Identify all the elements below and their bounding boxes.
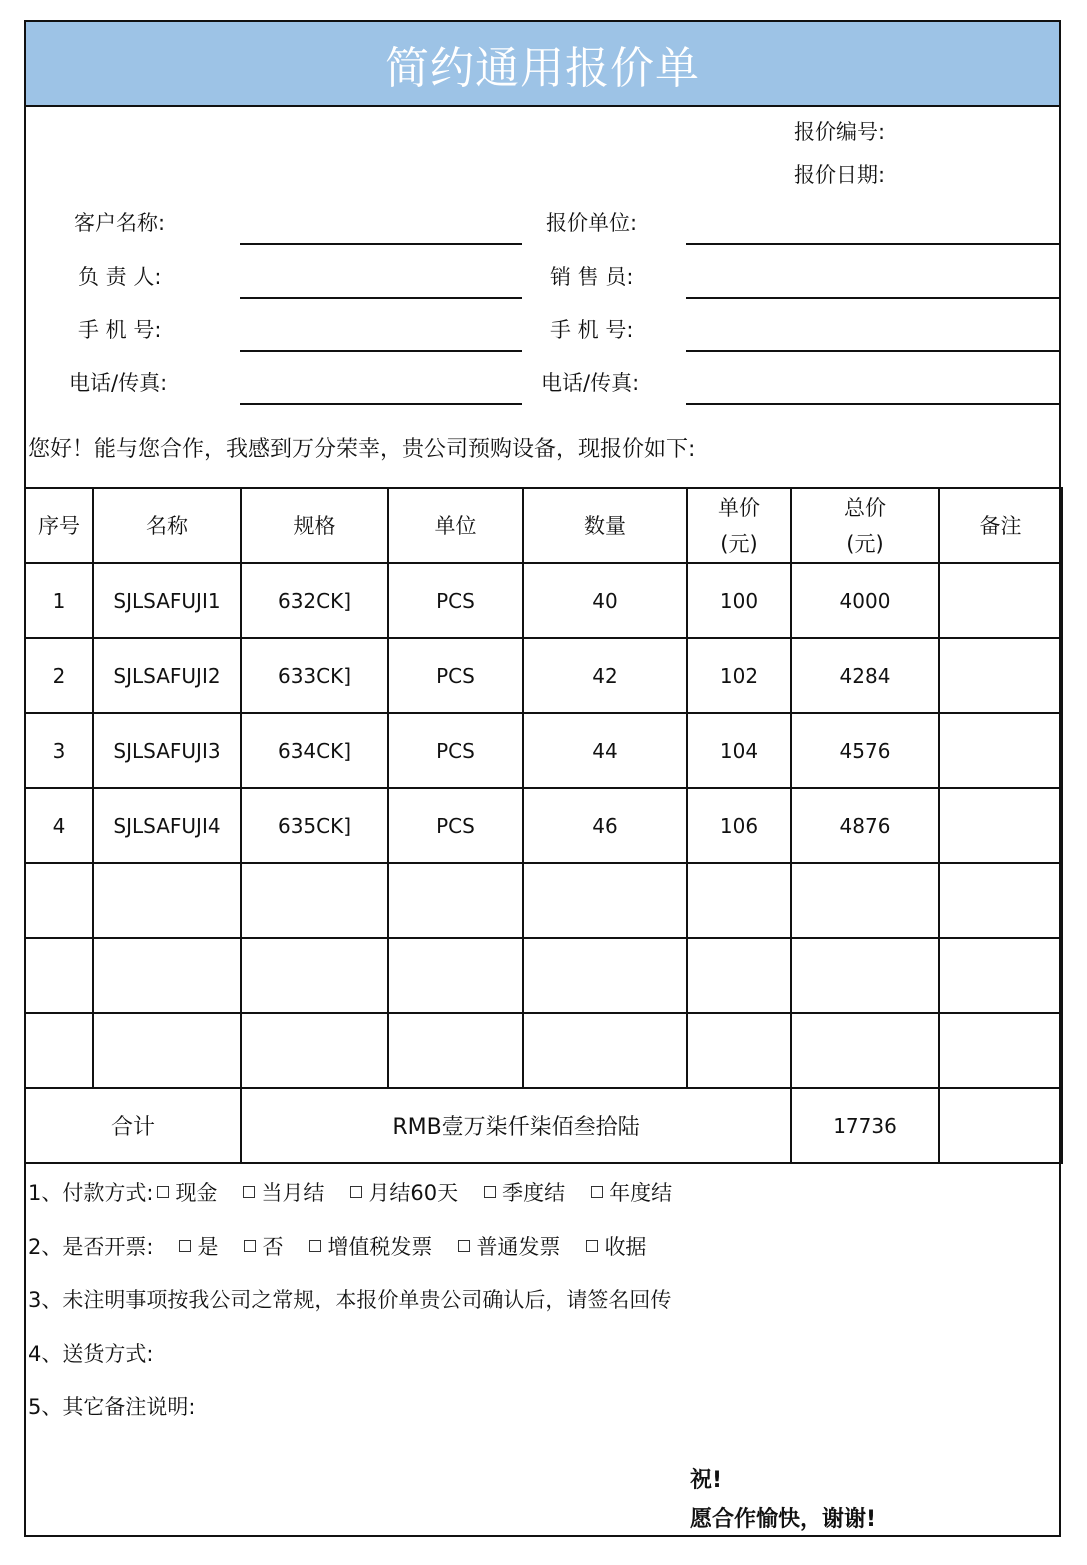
cell-qty[interactable]: 46 [523,788,687,863]
cell-note[interactable] [939,788,1062,863]
header-unit-price-line1: 单价 [718,495,760,520]
supplier-phone-fax-field[interactable] [686,403,1061,405]
cell-note[interactable] [939,638,1062,713]
invoice-option[interactable] [454,1235,560,1259]
cell-total[interactable] [791,938,939,1013]
table-row [25,788,1062,863]
invoice-option-label: 增值税发票 [327,1235,433,1259]
checkbox-icon[interactable] [243,1186,255,1198]
checkbox-icon[interactable] [586,1240,598,1252]
cell-unit[interactable] [388,938,523,1013]
header-total [791,488,939,563]
payment-option[interactable] [587,1181,672,1205]
cell-spec[interactable]: 633CK] [241,638,388,713]
salesperson-label: 销 售 员: [550,265,634,289]
customer-phone-fax-field[interactable] [240,403,522,405]
payment-label: 1、付款方式: [28,1181,154,1205]
cell-seq[interactable] [25,1013,93,1088]
items-table [24,487,1063,1164]
cell-unit[interactable] [388,1013,523,1088]
table-row [25,863,1062,938]
cell-total[interactable] [791,863,939,938]
customer-phone-fax-label: 电话/传真: [69,371,168,395]
payment-option[interactable] [239,1181,324,1205]
cell-qty[interactable]: 42 [523,638,687,713]
table-row [25,1013,1062,1088]
payment-option[interactable] [153,1181,217,1205]
cell-total[interactable]: 4576 [791,713,939,788]
header-qty: 数量 [523,488,687,563]
header-name: 名称 [93,488,241,563]
customer-contact-label: 负 责 人: [78,265,162,289]
cell-seq[interactable]: 4 [25,788,93,863]
cell-price[interactable] [687,1013,791,1088]
cell-total[interactable] [791,1013,939,1088]
cell-note[interactable] [939,1013,1062,1088]
payment-option-label: 当月结 [261,1181,325,1205]
cell-name[interactable]: SJLSAFUJI2 [93,638,241,713]
customer-mobile-label: 手 机 号: [78,318,162,342]
checkbox-icon[interactable] [309,1240,321,1252]
delivery-method-label: 4、送货方式: [28,1342,154,1366]
table-row [25,938,1062,1013]
invoice-option[interactable] [240,1235,283,1259]
other-notes-label: 5、其它备注说明: [28,1395,196,1419]
cell-qty[interactable]: 40 [523,563,687,638]
invoice-option-label: 是 [197,1235,219,1259]
cell-seq[interactable] [25,938,93,1013]
total-row [25,1088,1062,1163]
header-total-line2: (元) [846,531,884,556]
invoice-option-label: 普通发票 [476,1235,561,1259]
invoice-option-label: 收据 [604,1235,647,1259]
supplier-mobile-field[interactable] [686,350,1061,352]
checkbox-icon[interactable] [179,1240,191,1252]
checkbox-icon[interactable] [244,1240,256,1252]
cell-price[interactable] [687,938,791,1013]
quote-unit-label: 报价单位: [546,211,638,235]
payment-option-label: 现金 [175,1181,218,1205]
customer-contact-field[interactable] [240,297,522,299]
table-row [25,638,1062,713]
total-amount: 17736 [791,1088,939,1163]
page-title: 简约通用报价单 [385,42,700,94]
cell-seq[interactable]: 2 [25,638,93,713]
cell-name[interactable] [93,1013,241,1088]
header-seq: 序号 [25,488,93,563]
checkbox-icon[interactable] [458,1240,470,1252]
invoice-terms [28,1231,668,1261]
cell-unit[interactable] [388,863,523,938]
invoice-label: 2、是否开票: [28,1235,154,1259]
cell-spec[interactable] [241,938,388,1013]
cell-qty[interactable]: 44 [523,713,687,788]
header-unit: 单位 [388,488,523,563]
payment-option[interactable] [346,1181,458,1205]
cell-total[interactable]: 4000 [791,563,939,638]
customer-mobile-field[interactable] [240,350,522,352]
header-unit-price-line2: (元) [720,531,758,556]
cell-name[interactable] [93,863,241,938]
cell-unit[interactable]: PCS [388,638,523,713]
payment-terms [28,1177,694,1207]
total-amount-words: RMB壹万柒仟柒佰叁拾陆 [241,1088,791,1163]
cell-note[interactable] [939,713,1062,788]
cell-spec[interactable]: 635CK] [241,788,388,863]
quote-unit-field[interactable] [686,243,1061,245]
invoice-option[interactable] [582,1235,646,1259]
table-row [25,563,1062,638]
checkbox-icon[interactable] [350,1186,362,1198]
checkbox-icon[interactable] [157,1186,169,1198]
invoice-option[interactable] [305,1235,432,1259]
salesperson-field[interactable] [686,297,1061,299]
greeting-text: 您好！能与您合作，我感到万分荣幸，贵公司预购设备，现报价如下: [28,437,696,462]
customer-name-label: 客户名称: [74,211,166,235]
quote-date-label: 报价日期: [794,163,886,187]
header-unit-price [687,488,791,563]
total-label: 合计 [25,1088,241,1163]
invoice-option-label: 否 [262,1235,284,1259]
cell-spec[interactable]: 632CK] [241,563,388,638]
closing-line-2: 愿合作愉快，谢谢! [690,1507,877,1532]
supplier-mobile-label: 手 机 号: [550,318,634,342]
cell-price[interactable] [687,863,791,938]
checkbox-icon[interactable] [591,1186,603,1198]
cell-seq[interactable]: 3 [25,713,93,788]
cell-note[interactable] [939,863,1062,938]
cell-total[interactable]: 4284 [791,638,939,713]
cell-name[interactable]: SJLSAFUJI3 [93,713,241,788]
cell-price[interactable]: 104 [687,713,791,788]
cell-unit[interactable]: PCS [388,788,523,863]
cell-spec[interactable]: 634CK] [241,713,388,788]
title-bar [24,20,1061,107]
payment-option-label: 年度结 [609,1181,673,1205]
table-row [25,713,1062,788]
cell-name[interactable]: SJLSAFUJI4 [93,788,241,863]
cell-spec[interactable] [241,863,388,938]
customer-name-field[interactable] [240,243,522,245]
cell-seq[interactable] [25,863,93,938]
cell-seq[interactable]: 1 [25,563,93,638]
cell-qty[interactable] [523,863,687,938]
cell-total[interactable]: 4876 [791,788,939,863]
cell-note[interactable] [939,563,1062,638]
cell-qty[interactable] [523,1013,687,1088]
terms-note-3: 3、未注明事项按我公司之常规，本报价单贵公司确认后，请签名回传 [28,1288,672,1312]
header-spec: 规格 [241,488,388,563]
cell-unit[interactable]: PCS [388,563,523,638]
supplier-phone-fax-label: 电话/传真: [541,371,640,395]
cell-unit[interactable]: PCS [388,713,523,788]
header-total-line1: 总价 [844,495,886,520]
table-header-row [25,488,1062,563]
cell-qty[interactable] [523,938,687,1013]
closing-line-1: 祝! [690,1468,723,1493]
quote-number-label: 报价编号: [794,120,886,144]
payment-option-label: 月结60天 [368,1181,459,1205]
payment-option[interactable] [480,1181,565,1205]
cell-price[interactable]: 100 [687,563,791,638]
cell-price[interactable]: 102 [687,638,791,713]
checkbox-icon[interactable] [484,1186,496,1198]
cell-name[interactable] [93,938,241,1013]
cell-note[interactable] [939,938,1062,1013]
cell-spec[interactable] [241,1013,388,1088]
cell-price[interactable]: 106 [687,788,791,863]
payment-option-label: 季度结 [502,1181,566,1205]
cell-name[interactable]: SJLSAFUJI1 [93,563,241,638]
invoice-option[interactable] [175,1235,218,1259]
header-note: 备注 [939,488,1062,563]
total-note-cell[interactable] [939,1088,1062,1163]
